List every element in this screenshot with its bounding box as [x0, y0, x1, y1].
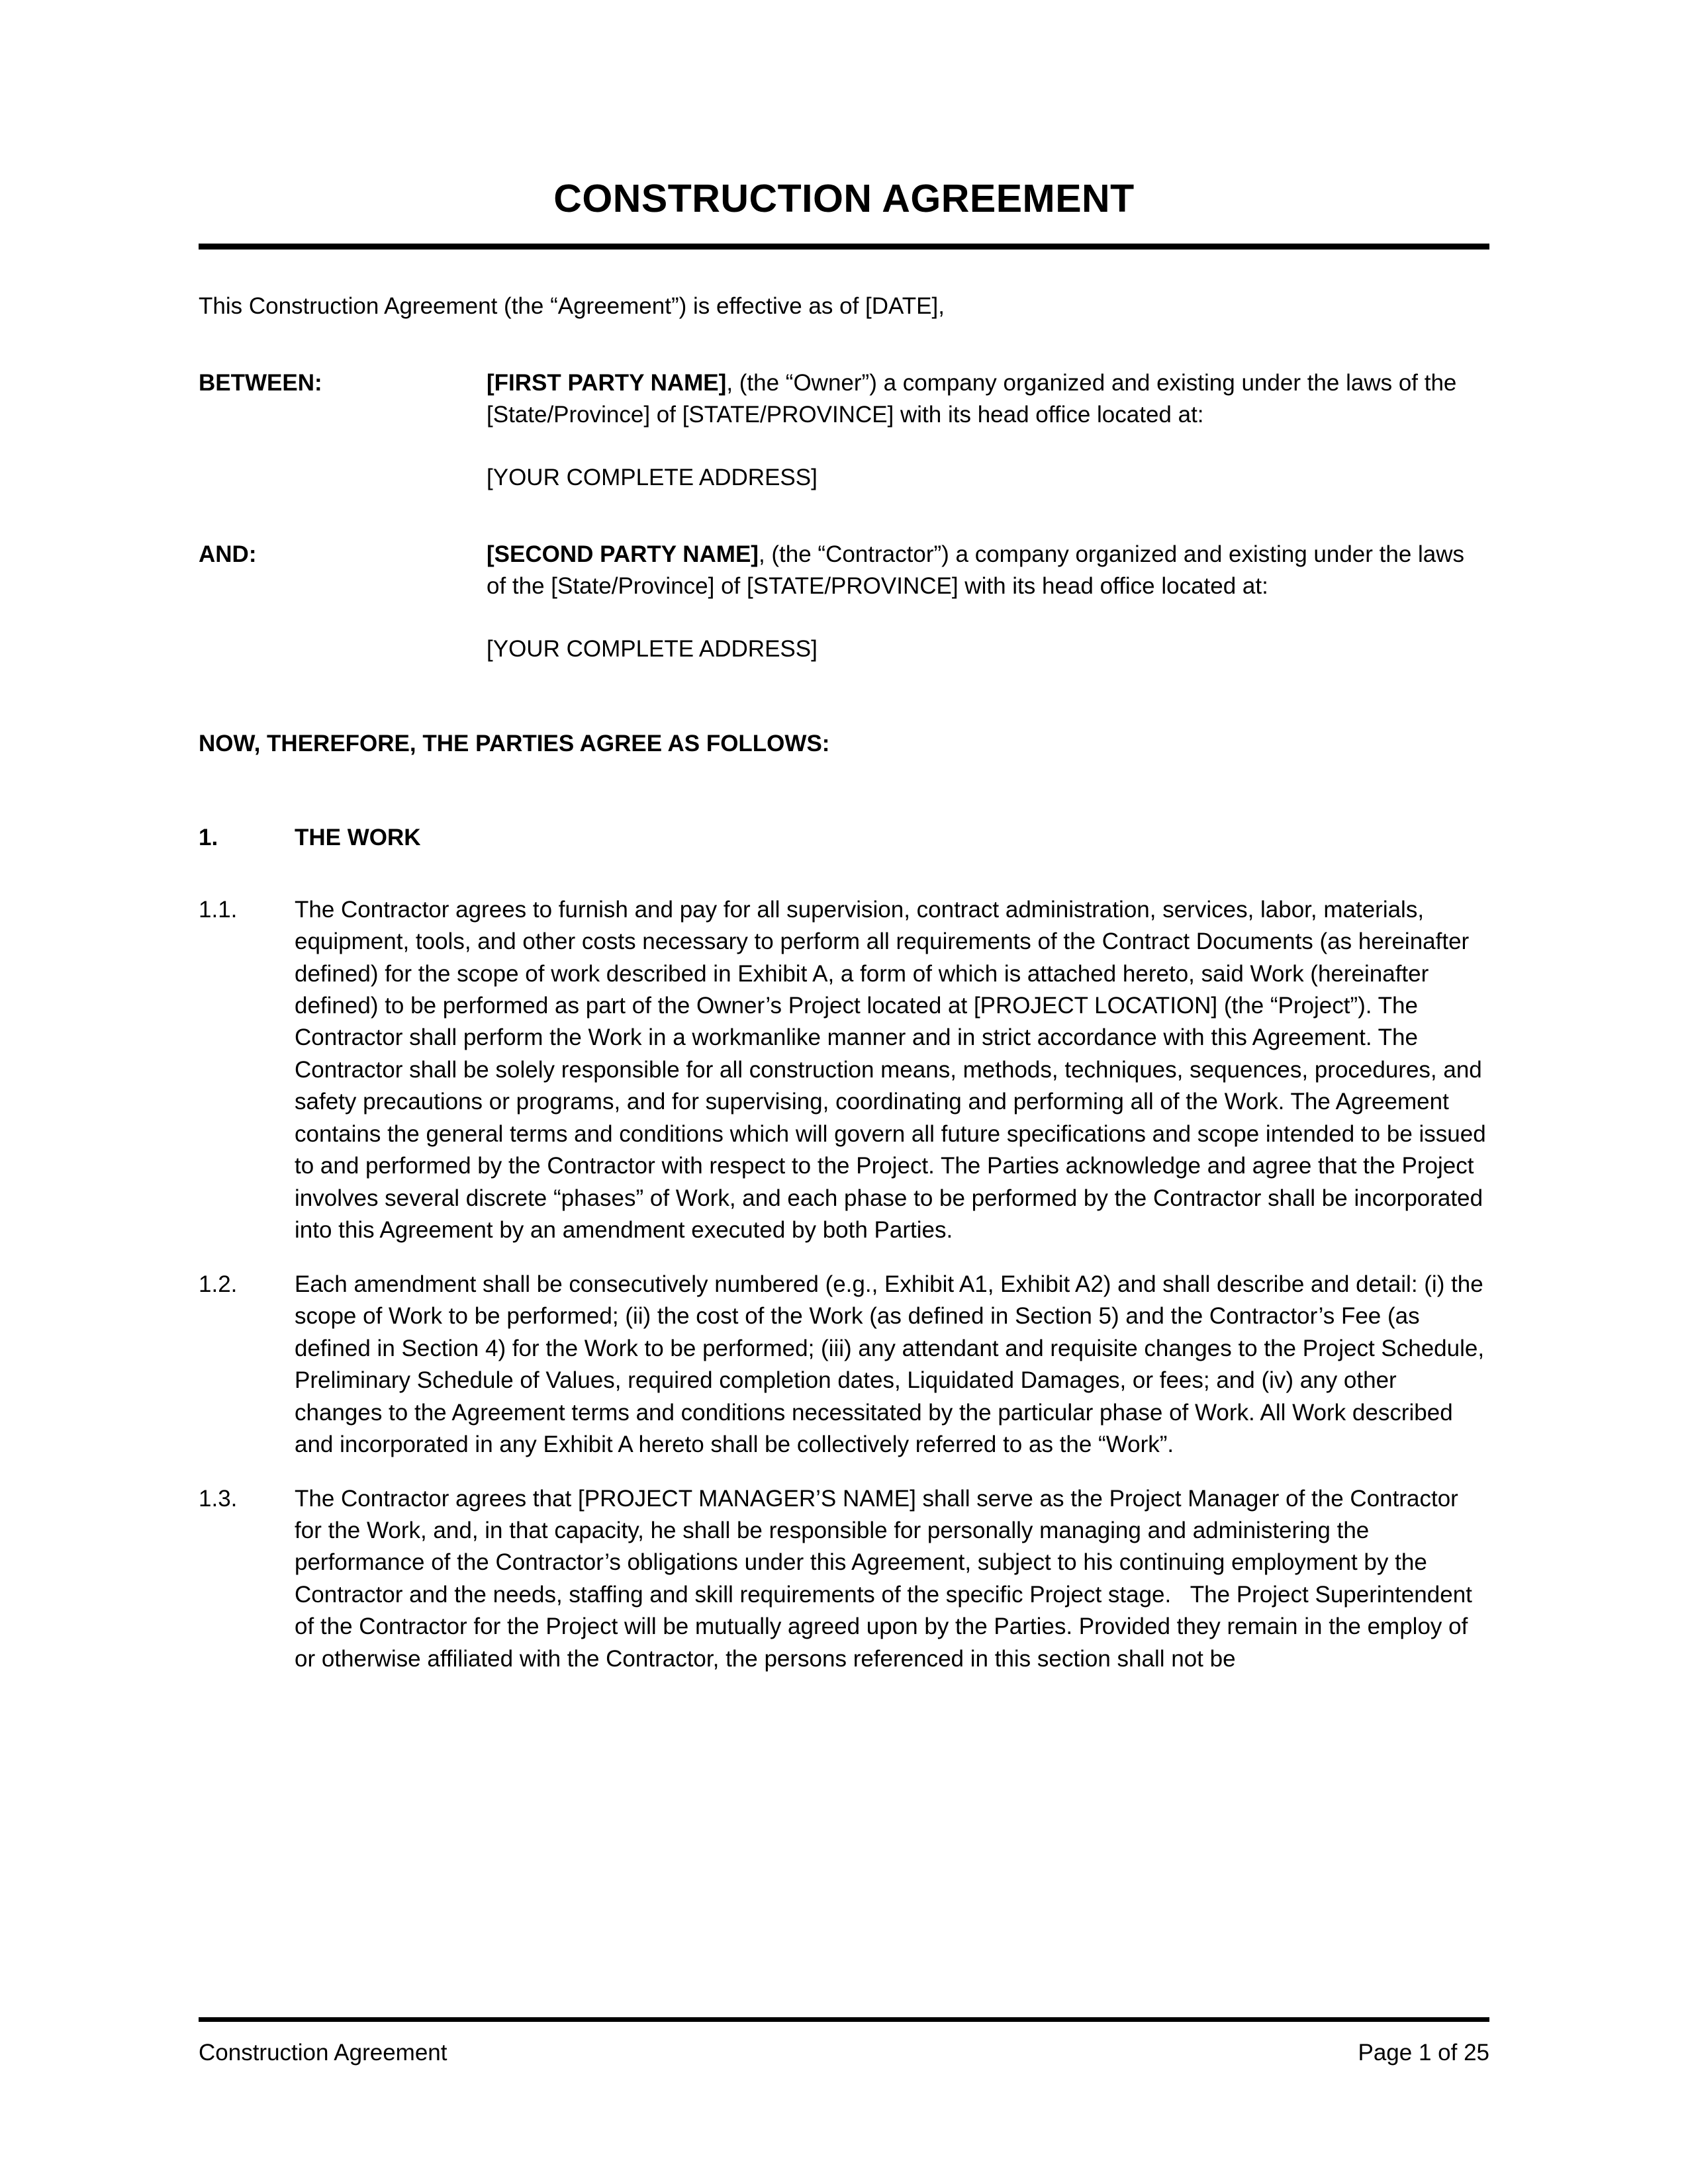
- party-between-body: [487, 367, 1489, 494]
- clause-number: 1.3.: [199, 1485, 238, 1512]
- clause-number: 1.1.: [199, 896, 238, 923]
- party-and-address: [YOUR COMPLETE ADDRESS]: [487, 635, 818, 662]
- party-and-label: AND:: [199, 541, 257, 568]
- section-number: 1.: [199, 825, 218, 851]
- footer-row: [199, 2038, 1489, 2068]
- effective-date-paragraph: This Construction Agreement (the “Agreement”) is effective as of [DATE],: [199, 293, 945, 319]
- page-title: CONSTRUCTION AGREEMENT: [553, 177, 1135, 220]
- page-footer: [199, 2017, 1489, 2068]
- footer-document-name: Construction Agreement: [199, 2039, 447, 2066]
- clause-1-3: [199, 1483, 1489, 1676]
- party-and-name: [SECOND PARTY NAME]: [487, 541, 759, 568]
- title-divider: [199, 244, 1489, 250]
- party-between-description: [487, 367, 1489, 432]
- clause-body: The Contractor agrees that [PROJECT MANAGER’S NAME] shall serve as the Project Manager of the Contractor for the Work, and, in that capacity, he shall be responsible for personally managing and administering the performance of the Contractor’s obligations under this Agreement, subject to his continuing employment by the Contractor and the needs, staffing and skill requirements of the specific Project stage. The Project Superintendent of the Contractor for the Project will be mutually agreed upon by the Parties. Provided they remain in the employ of or otherwise affiliated with the Contractor, the persons referenced in this section shall not be: [295, 1485, 1479, 1672]
- footer-page-number: Page 1 of 25: [1358, 2039, 1489, 2066]
- document-content: [199, 0, 1493, 1675]
- party-between: [199, 367, 1489, 494]
- clause-1-2: [199, 1269, 1489, 1461]
- party-between-label: BETWEEN:: [199, 370, 322, 396]
- party-between-address: [YOUR COMPLETE ADDRESS]: [487, 464, 818, 490]
- clause-1-1: [199, 894, 1493, 1247]
- party-and-body: [487, 539, 1489, 665]
- party-between-name: [FIRST PARTY NAME]: [487, 370, 727, 396]
- party-and-description: [487, 539, 1489, 603]
- clause-body: The Contractor agrees to furnish and pay for all supervision, contract administration, services, labor, materials, equipment, tools, and other costs necessary to perform all requirements of the Contract Documents (as hereinafter defined) for the scope of work described in Exhibit A, a form of which is attached hereto, said Work (hereinafter defined) to be performed as part of the Owner’s Project located at [PROJECT LOCATION] (the “Project”). The Contractor shall perform the Work in a workmanlike manner and in strict accordance with this Agreement. The Contractor shall be solely responsible for all construction means, methods, techniques, sequences, procedures, and safety precautions or programs, and for supervising, coordinating and performing all of the Work. The Agreement contains the general terms and conditions which will govern all future specifications and scope intended to be issued to and performed by the Contractor with respect to the Project. The Parties acknowledge and agree that the Project involves several discrete “phases” of Work, and each phase to be performed by the Contractor shall be incorporated into this Agreement by an amendment executed by both Parties.: [295, 896, 1493, 1244]
- section-heading-1: [199, 822, 1489, 854]
- clause-number: 1.2.: [199, 1271, 238, 1297]
- agreement-lead-in: NOW, THEREFORE, THE PARTIES AGREE AS FOLLOWS:: [199, 730, 830, 756]
- section-title: THE WORK: [295, 825, 421, 851]
- clause-body: Each amendment shall be consecutively numbered (e.g., Exhibit A1, Exhibit A2) and shall describe and detail: (i) the scope of Work to be performed; (ii) the cost of the Work (as defined in Section 5) and the Contractor’s Fee (as defined in Section 4) for the Work to be performed; (iii) any attendant and requisite changes to the Project Schedule, Preliminary Schedule of Values, required completion dates, Liquidated Damages, or fees; and (iv) any other changes to the Agreement terms and conditions necessitated by the particular phase of Work. All Work described and incorporated in any Exhibit A hereto shall be collectively referred to as the “Work”.: [295, 1271, 1491, 1458]
- party-and-rest: , (the “Contractor”) a company organized and existing under the laws of the [State/Province] of [STATE/PROVINCE] with its head office located at:: [487, 541, 1465, 600]
- footer-divider: [199, 2017, 1489, 2022]
- party-and: [199, 539, 1489, 665]
- party-between-rest: , (the “Owner”) a company organized and existing under the laws of the [State/Province] of [STATE/PROVINCE] with its head office located at:: [487, 370, 1457, 428]
